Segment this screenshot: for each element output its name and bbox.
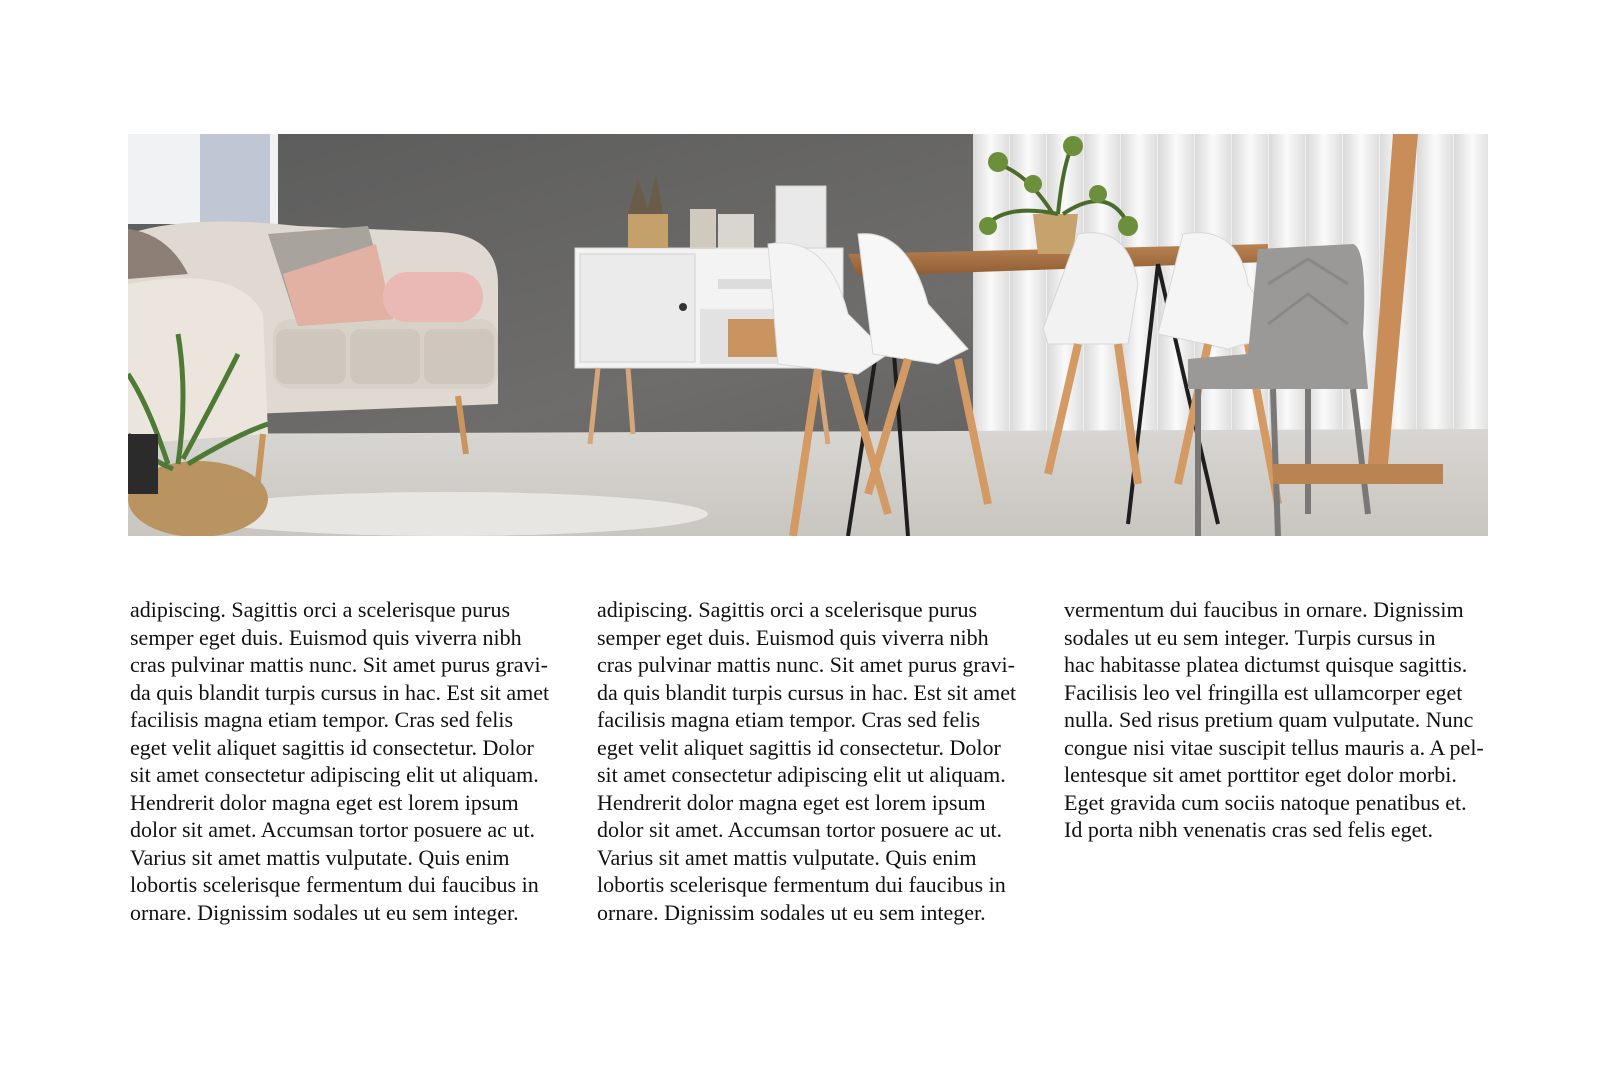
- text-line: da quis blandit turpis cursus in hac. Est sit amet: [130, 679, 550, 705]
- text-line: dolor sit amet. Accumsan tortor posuere ac ut.: [597, 817, 1003, 842]
- text-line: ornare. Dignissim sodales ut eu sem integer.: [597, 899, 986, 925]
- text-column-1: [130, 596, 570, 926]
- text-line: sit amet consectetur adipiscing elit ut aliquam.: [597, 762, 1006, 787]
- text-column-2: [597, 596, 1037, 926]
- text-line: cras pulvinar mattis nunc. Sit amet purus gravi-: [597, 652, 1015, 677]
- text-line: ornare. Dignissim sodales ut eu sem integer.: [130, 899, 519, 925]
- text-line: cras pulvinar mattis nunc. Sit amet purus gravi-: [130, 652, 548, 677]
- text-line: facilisis magna etiam tempor. Cras sed felis: [130, 707, 514, 732]
- text-line: lentesque sit amet porttitor eget dolor morbi.: [1064, 762, 1457, 787]
- text-line: Hendrerit dolor magna eget est lorem ipsum: [597, 789, 986, 815]
- text-line: lobortis scelerisque fermentum dui faucibus in: [130, 872, 539, 897]
- text-line: eget velit aliquet sagittis id consectetur. Dolor: [130, 734, 534, 760]
- text-line: adipiscing. Sagittis orci a scelerisque purus: [597, 597, 978, 622]
- text-line: Varius sit amet mattis vulputate. Quis enim: [597, 844, 977, 870]
- text-line: Eget gravida cum sociis natoque penatibus et.: [1064, 789, 1467, 815]
- text-line: lobortis scelerisque fermentum dui faucibus in: [597, 872, 1006, 897]
- text-column-3: [1064, 596, 1504, 844]
- interior-photo: [128, 134, 1488, 536]
- text-line: sit amet consectetur adipiscing elit ut aliquam.: [130, 762, 539, 787]
- text-line: dolor sit amet. Accumsan tortor posuere ac ut.: [130, 817, 536, 842]
- text-line: Varius sit amet mattis vulputate. Quis enim: [130, 844, 510, 870]
- text-line: hac habitasse platea dictumst quisque sagittis.: [1064, 652, 1468, 677]
- text-line: facilisis magna etiam tempor. Cras sed felis: [597, 707, 981, 732]
- text-line: Hendrerit dolor magna eget est lorem ipsum: [130, 789, 519, 815]
- text-line: semper eget duis. Euismod quis viverra nibh: [130, 624, 522, 650]
- text-line: da quis blandit turpis cursus in hac. Est sit amet: [597, 679, 1017, 705]
- text-line: nulla. Sed risus pretium quam vulputate. Nunc: [1064, 707, 1474, 732]
- text-line: congue nisi vitae suscipit tellus mauris a. A pel-: [1064, 734, 1484, 760]
- hero-image: [128, 134, 1488, 536]
- text-line: adipiscing. Sagittis orci a scelerisque purus: [130, 597, 511, 622]
- text-columns: [130, 596, 1500, 936]
- text-line: Facilisis leo vel fringilla est ullamcorper eget: [1064, 679, 1463, 705]
- text-line: semper eget duis. Euismod quis viverra nibh: [597, 624, 989, 650]
- text-line: sodales ut eu sem integer. Turpis cursus in: [1064, 624, 1436, 650]
- text-line: Id porta nibh venenatis cras sed felis eget.: [1064, 817, 1433, 842]
- text-line: eget velit aliquet sagittis id consectetur. Dolor: [597, 734, 1001, 760]
- text-line: vermentum dui faucibus in ornare. Dignissim: [1064, 597, 1464, 622]
